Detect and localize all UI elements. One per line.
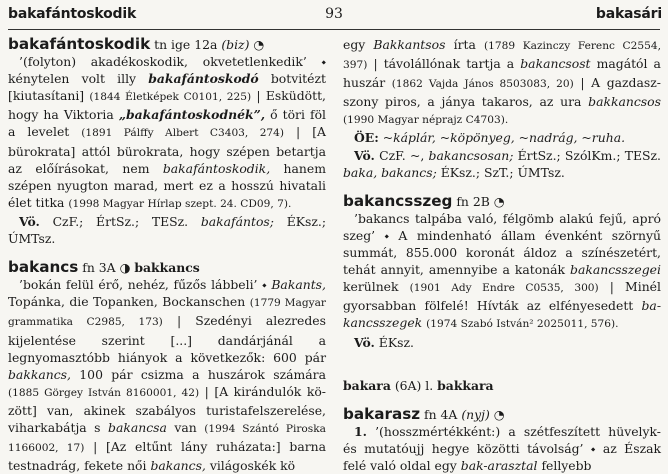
right-guideword: bakasári — [595, 6, 662, 22]
source: (1901 Ady Endre C0535, 300) — [409, 282, 599, 295]
compare-refs: CzF. ~, — [379, 147, 425, 163]
example-form: bakancsszegei — [570, 262, 661, 278]
compare-refs: ÉKsz. — [378, 334, 414, 350]
example-form: bakancsa — [108, 419, 167, 435]
example-text: van — [174, 419, 197, 435]
entry-bakancs — [8, 259, 326, 474]
page-number: 93 — [325, 6, 343, 22]
definition: ’bakancs talpába való, félgömb alakú fejű, apró szeg’ ⬩ A mindenható állam évenként szörnyű summát, 855.000 koronát áldoz a színészetért, tehát annyit, amennyibe a katonák — [343, 210, 661, 278]
source: (1998 Magyar Hírlap szept. 24. CD09, 7). — [68, 197, 292, 210]
example-form: Bakkantsos — [373, 37, 446, 52]
frequency-icon: ◔ — [493, 193, 505, 209]
example-form: bakafántoskodik, — [162, 160, 271, 176]
example-text: botvitézt [kiutasítani] — [8, 71, 326, 104]
definition: ’(hosszmértékként:) a szétfeszített hüvelyk- és mutatóujj hegye közötti távolság’ ⬩ az Észak felé való oldal egy — [343, 423, 661, 473]
entry-bakarasz — [343, 406, 661, 474]
definition: ’bokán felül érő, nehéz, fűzős lábbeli’ ⬩ — [19, 277, 267, 293]
example-form: bak-arasztal — [460, 457, 538, 473]
example-text: magától a huszár — [343, 56, 661, 91]
headword: bakara — [343, 377, 391, 393]
example-text: Topánka, die Topanken, Bockanschen — [8, 294, 246, 310]
entry-bakara — [343, 377, 661, 394]
example-text: világoskék kö — [209, 458, 296, 474]
compounds: ~káplár, ~köpönyeg, ~nadrág, ~ruha. — [382, 130, 626, 146]
frequency-icon: ◑ — [119, 260, 131, 276]
compare-form: bakancsosan; — [428, 147, 514, 163]
left-column — [8, 36, 326, 474]
source: (1891 Pálffy Albert C3403, 274) — [81, 127, 285, 140]
compare-form: baka, bakancs; — [343, 164, 437, 180]
example-text: ő töri föl a levelet — [8, 107, 326, 140]
grammar: fn 2B — [456, 193, 490, 209]
entry-bakancsszeg — [343, 193, 661, 351]
example-text: | Szedényi alezredes kijelentése szerint [...] dandárjánál a legnyomasztóbb hiányok a következők: 600 pár — [8, 313, 326, 365]
definition: ’(folyton) akadékoskodik, okvetetlenkedik’ ⬩ kénytelen volt illy — [8, 54, 326, 87]
compare-refs: CzF.; ÉrtSz.; TESz. — [52, 213, 189, 229]
example-text: | távolállónak tartja a — [373, 56, 515, 72]
example-text: hanem szépen nyugton marad, mert ez a hosszú hivatali élet titka — [8, 160, 326, 210]
example-text: | A gazdaszszony piros, a jánya takaros, az ura — [343, 75, 661, 110]
example-form: „bakafántoskodnék”, — [118, 107, 266, 123]
example-form: bakkancsos — [588, 94, 661, 110]
usage-label: (nyj) — [461, 406, 490, 422]
cross-ref-marker: l. — [425, 377, 434, 393]
headword: bakafántoskodik — [8, 35, 151, 53]
frequency-icon: ◔ — [493, 406, 505, 422]
grammar: tn ige 12a — [154, 37, 218, 52]
compare-label: Vö. — [19, 213, 40, 229]
source: (1789 Kazinczy Ferenc C2554, 397) — [343, 40, 661, 72]
compare-refs: ÉrtSz.; SzólKm.; TESz. — [517, 147, 661, 163]
compare-label: Vö. — [354, 334, 375, 350]
example-text: 100 pár csizma a huszárok számára — [79, 366, 326, 382]
example-text: írta — [453, 37, 476, 52]
source: (1990 Magyar néprajz C4703). — [343, 114, 509, 127]
source: (1974 Szabó István² 2025011, 576). — [426, 318, 619, 331]
example-form: bakancsost — [520, 56, 591, 72]
compare-label: Vö. — [354, 147, 375, 163]
example-text: | [A bürokrata] attól bürokrata, hogy szépen betartja az előírásokat, nem — [8, 124, 326, 176]
left-guideword: bakafántoskodik — [8, 6, 137, 22]
example-form: bakafántoskodó — [148, 71, 259, 87]
variant-form: bakkancs — [134, 260, 200, 276]
compare-refs: ÉKsz.; SzT.; ÚMTsz. — [440, 164, 565, 180]
example-text: | Minél gyorsabban fölfelé! Hívták az elfényesedett — [343, 279, 661, 314]
example-text: fellyebb — [541, 457, 592, 473]
compounds-label: ÖE: — [354, 130, 379, 146]
headword: bakarasz — [343, 404, 421, 423]
entry-bakancs-continued — [343, 36, 661, 181]
sense-number: 1. — [354, 423, 367, 439]
example-text: | [A kirándulók között] van, akinek szabályos turistafelszerelése, viharkabátja s — [8, 383, 326, 435]
entry-bakafantoskodik — [8, 36, 326, 247]
source: (1862 Vajda János 8503083, 20) — [391, 78, 574, 91]
source: (1844 Életképek C0101, 225) — [89, 91, 252, 104]
headword: bakancsszeg — [343, 191, 453, 210]
compare-refs: ÉKsz.; ÚMTsz. — [8, 213, 326, 247]
right-column — [343, 36, 661, 474]
source: (1994 Szántó Piroska 1166002, 17) — [8, 422, 326, 455]
source: (1779 Magyar grammatika C2985, 173) — [8, 297, 326, 329]
example-form: Bakants, — [271, 277, 326, 293]
header-rule — [8, 29, 660, 30]
example-text: kerülnek — [343, 279, 399, 295]
example-form: bakancs, — [150, 458, 206, 474]
headword: bakancs — [8, 258, 79, 277]
cross-ref-target: bakkara — [437, 377, 494, 393]
frequency-icon: ◔ — [253, 37, 265, 52]
example-text: egy — [343, 37, 366, 52]
source: (1885 Görgey István 8160001, 42) — [8, 386, 200, 399]
example-form: bakancsszegek — [343, 298, 661, 331]
grammar: fn 4A — [424, 406, 458, 422]
example-text: | Esküdött, hogy ha Viktoria — [8, 88, 326, 123]
grammar: fn 3A — [82, 260, 116, 276]
example-text: | [Az eltűnt lány ruházata:] barna testnadrág, fekete női — [8, 439, 326, 474]
usage-label: (biz) — [221, 37, 250, 52]
grammar: (6A) — [394, 377, 422, 393]
compare-form: bakafántos; — [200, 213, 274, 229]
example-form: bakkancs, — [8, 366, 71, 382]
